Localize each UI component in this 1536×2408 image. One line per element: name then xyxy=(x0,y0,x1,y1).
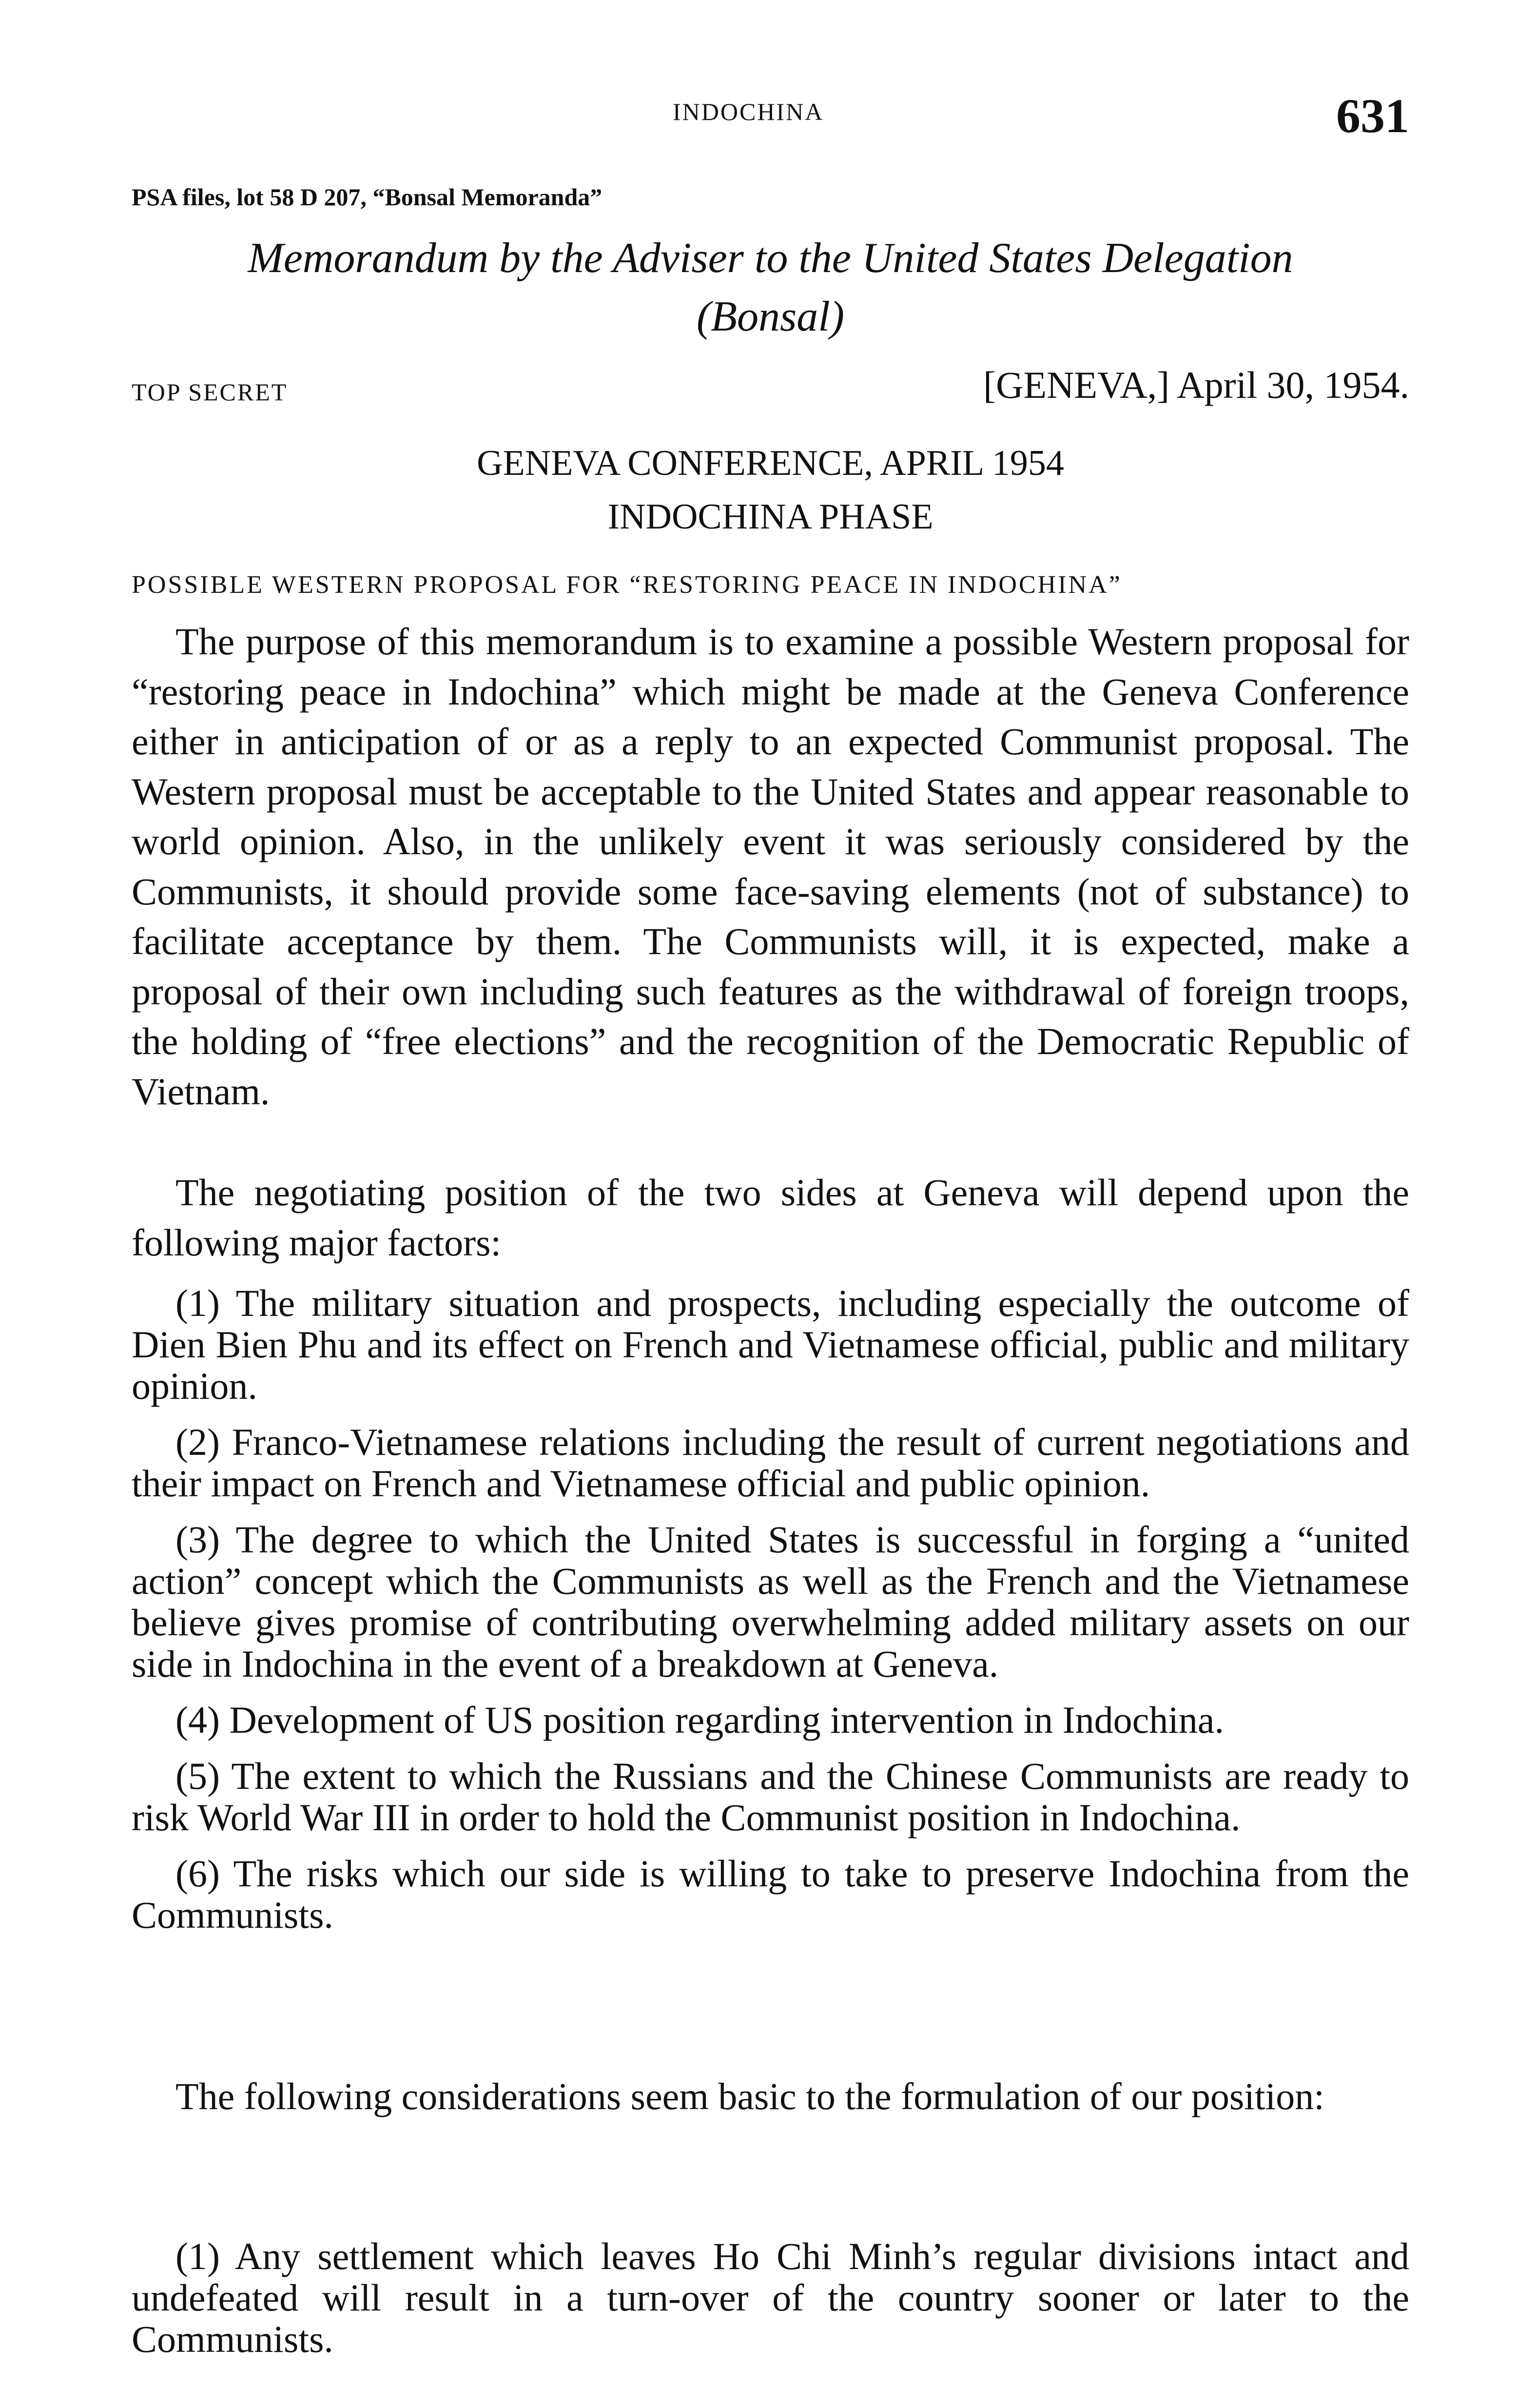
list-item: (1) The military situation and prospects, including especially the outcome of Dien Bien Phu and its effect on French and Vietnamese official, public and military opinion. xyxy=(132,1282,1409,1407)
intro-paragraph: The purpose of this memorandum is to examine a possible Western proposal for “restoring peace in Indochina” which might be made at the Geneva Conference either in anticipation of or as a reply to an expected Communist proposal. The Western proposal must be acceptable to the United States and appear reasonable to world opinion. Also, in the unlikely event it was seriously considered by the Communists, it should provide some face-saving elements (not of substance) to facilitate acceptance by them. The Communists will, it is expected, make a proposal of their own including such features as the withdrawal of foreign troops, the holding of “free elections” and the recognition of the Democratic Republic of Vietnam. xyxy=(132,620,1409,1113)
list-item: (2) Franco-Vietnamese relations including the result of current negotiations and their impact on French and Vietnamese official and public opinion. xyxy=(132,1421,1409,1505)
list-item: (3) The degree to which the United States is successful in forging a “united action” concept which the Communists as well as the French and the Vietnamese believe gives promise of contributing overwhelming added military assets on our side in Indochina in the event of a breakdown at Geneva. xyxy=(132,1518,1409,1685)
document-author: (Bonsal) xyxy=(696,293,845,340)
list-item: (5) The extent to which the Russians and the Chinese Communists are ready to risk World War III in order to hold the Communist position in Indochina. xyxy=(132,1755,1409,1839)
classification-marking: TOP SECRET xyxy=(132,378,288,406)
conference-heading: GENEVA CONFERENCE, APRIL 1954 xyxy=(477,443,1064,483)
list-item: (1) Any settlement which leaves Ho Chi Minh’s regular divisions intact and undefeated will result in a turn-over of the country sooner or later to the Communists. xyxy=(132,2235,1409,2360)
considerations-list xyxy=(132,2235,1409,2374)
list-item: (4) Development of US position regarding intervention in Indochina. xyxy=(175,1699,1225,1741)
factors-intro-paragraph: The negotiating position of the two sides at Geneva will depend upon the following major factors: xyxy=(132,1171,1409,1264)
list-item: (6) The risks which our side is willing to take to preserve Indochina from the Communists. xyxy=(132,1852,1409,1936)
running-head: INDOCHINA xyxy=(673,98,824,125)
document-title: Memorandum by the Adviser to the United States Delegation xyxy=(248,235,1293,282)
page-number: 631 xyxy=(1336,89,1409,143)
dateline: [GENEVA,] April 30, 1954. xyxy=(983,364,1409,406)
factors-list xyxy=(132,1282,1409,1950)
memo-subtitle: POSSIBLE WESTERN PROPOSAL FOR “RESTORING PEACE IN INDOCHINA” xyxy=(132,571,1122,599)
phase-heading: INDOCHINA PHASE xyxy=(607,497,933,537)
file-reference: PSA files, lot 58 D 207, “Bonsal Memoranda” xyxy=(132,183,603,211)
considerations-intro-paragraph: The following considerations seem basic to the formulation of our position: xyxy=(175,2075,1324,2117)
